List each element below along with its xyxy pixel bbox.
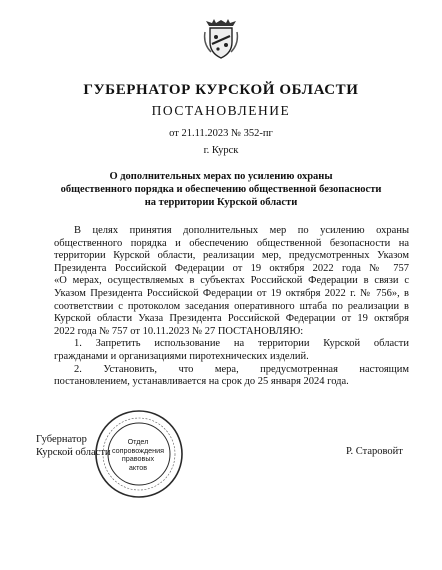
document-body [54,225,409,389]
body-line: В целях принятия дополнительных мер по усилению охраны [74,225,409,236]
paragraph-preamble [54,225,409,338]
body-line: территории Курской области, реализации мер, предусмотренных Указом [54,250,409,262]
stamp-line: правовых [121,454,155,464]
position-line: Курской области [36,447,111,458]
paragraph-item-2 [54,364,409,389]
body-line: соответствии с протоколом заседания оперативного штаба по реализации в [54,300,409,312]
body-line: «О мерах, осуществляемых в субъектах Российской Федерации в связи с [54,275,409,287]
body-line: 2022 года № 757 от 10.11.2023 № 27 ПОСТАНОВЛЯЮ: [54,325,304,337]
document-subject [0,170,442,209]
stamp-inner-text [107,438,169,472]
document-number: от 21.11.2023 № 352-пг [169,128,273,139]
document-city: г. Курск [203,145,239,156]
body-line: Президента Российской Федерации от 19 октября 2022 года № 757 [54,262,409,274]
body-line: Курской области Указа Президента Российской Федерации от 19 октября [54,313,409,325]
body-line: общественного порядка и обеспечению общественной безопасности на [54,237,409,249]
stamp-line: Отдел [127,437,149,446]
body-line: гражданами и организациями пиротехнических изделий. [54,350,309,362]
signatory-position [36,433,111,459]
subject-line: О дополнительных мерах по усилению охраны [109,171,333,182]
position-line: Губернатор [36,434,87,445]
body-line: постановлением, устанавливается на срок до 25 января 2024 года. [54,376,349,388]
body-line: Указом Президента Российской Федерации от 19 октября 2022 г. № 756», в [54,287,409,299]
governor-title: ГУБЕРНАТОР КУРСКОЙ ОБЛАСТИ [83,82,359,98]
body-line: 1. Запретить использование на территории Курской области [74,338,409,350]
paragraph-item-1 [54,338,409,363]
body-line: 2. Установить, что мера, предусмотренная настоящим [74,363,409,375]
stamp-line: сопровождения [111,445,165,455]
stamp-line: актов [128,462,148,472]
subject-line: на территории Курской области [144,197,298,208]
signatory-name: Р. Старовойт [346,446,403,457]
document-type: ПОСТАНОВЛЕНИЕ [151,103,291,118]
subject-line: общественного порядка и обеспечению общественной безопасности [60,184,382,195]
coat-of-arms-emblem [203,18,239,60]
